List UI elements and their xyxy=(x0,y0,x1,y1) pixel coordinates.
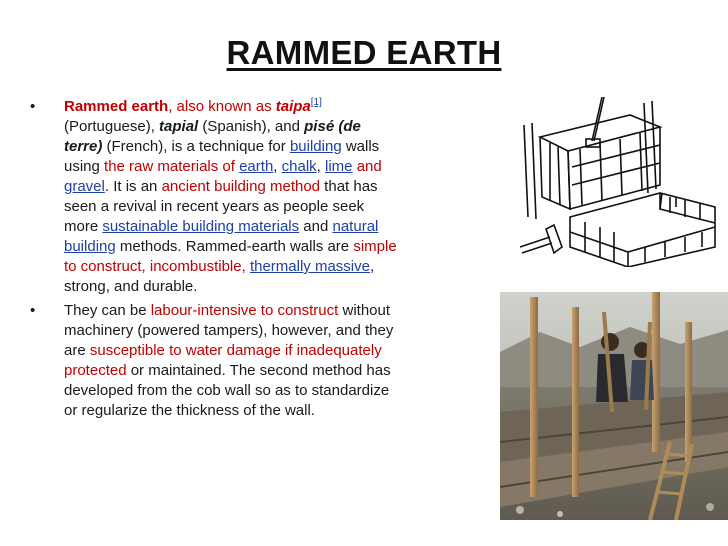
citation-link[interactable]: [1] xyxy=(310,97,322,108)
workers-photo xyxy=(500,292,728,520)
bullet-marker: • xyxy=(30,302,36,319)
text-span: (French), is a technique for xyxy=(102,138,290,155)
text-span: , also known as xyxy=(168,98,276,115)
text-span: (Portuguese), xyxy=(64,118,160,135)
bullet-item-2 xyxy=(30,301,402,421)
text-span: They can be xyxy=(64,302,151,319)
link-chalk[interactable]: chalk xyxy=(281,158,317,175)
text-span: , strong, and durable. xyxy=(64,258,375,295)
link-sustainable-materials[interactable]: sustainable building materials xyxy=(102,218,300,235)
link-natural-building[interactable]: natural building xyxy=(64,218,379,255)
text-span: walls using xyxy=(64,138,380,175)
bullet-marker: • xyxy=(30,98,36,115)
phrase-water-damage: susceptible to water damage if inadequately protected xyxy=(64,342,382,379)
link-lime[interactable]: lime xyxy=(325,158,353,175)
bullet-item-1 xyxy=(30,97,402,297)
formwork-sketch-image xyxy=(510,97,722,267)
bullet-list xyxy=(30,97,402,425)
link-gravel[interactable]: gravel xyxy=(64,178,105,195)
text-span: or maintained. The second method has developed from the cob wall so as to standardize or regularize the thickness of the wall. xyxy=(64,362,391,419)
text-span: , xyxy=(273,158,282,175)
phrase-simple-construct: simple to construct, incombustible, xyxy=(64,238,397,275)
text-span: , xyxy=(316,158,326,175)
text-span: that has seen a revival in recent years as people seek more xyxy=(64,178,378,235)
text-span: . It is an xyxy=(104,178,162,195)
link-thermally-massive[interactable]: thermally massive xyxy=(249,258,370,275)
text-span: and xyxy=(352,158,382,175)
slide-title: RAMMED EARTH xyxy=(226,34,502,71)
text-span: (Spanish), and xyxy=(198,118,305,135)
term-tapial: tapial xyxy=(159,118,199,135)
phrase-raw-materials: the raw materials of xyxy=(104,158,235,175)
phrase-ancient-method: ancient building method xyxy=(161,178,321,195)
phrase-labour-intensive: labour-intensive to construct xyxy=(150,302,339,319)
link-earth[interactable]: earth xyxy=(239,158,274,175)
text-span: and xyxy=(299,218,333,235)
term-rammed-earth: Rammed earth xyxy=(64,98,169,115)
text-span: without machinery (powered tampers), however, and they are xyxy=(64,302,394,359)
term-pise: pisé (de terre) xyxy=(64,118,361,155)
text-span: methods. Rammed-earth walls are xyxy=(115,238,354,255)
link-building[interactable]: building xyxy=(289,138,342,155)
term-taipa: taipa xyxy=(275,98,311,115)
